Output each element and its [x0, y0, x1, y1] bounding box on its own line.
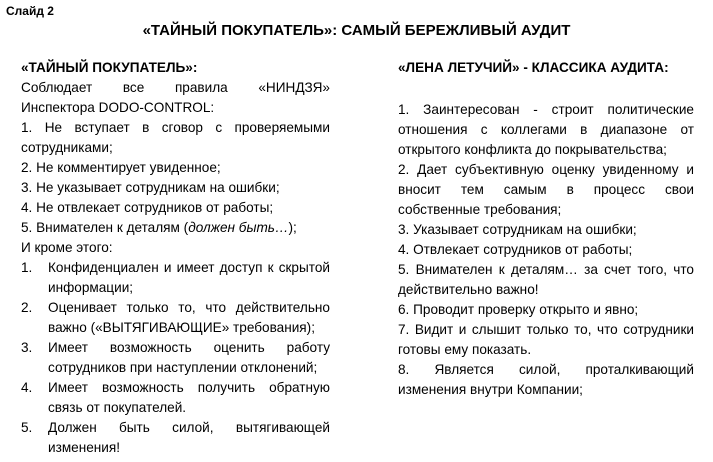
classic-audit-item: 7. Видит и слышит только то, что сотрудники готовы ему показать.	[398, 322, 694, 357]
rule5-text: 5. Внимателен к деталям (	[21, 220, 189, 235]
intro-word: правила	[174, 80, 228, 95]
slide-number-label: Слайд 2	[6, 4, 54, 18]
item-number: 4.	[21, 380, 33, 395]
extra-quality-item	[21, 258, 330, 298]
rule5-end: );	[288, 220, 297, 235]
classic-audit-item: 8. Является силой, проталкивающий изменения внутри Компании;	[398, 362, 694, 397]
right-column-heading: «ЛЕНА ЛЕТУЧИЙ» - КЛАССИКА АУДИТА:	[398, 60, 669, 75]
ninja-rule-item: 1. Не вступает в сговор с проверяемыми сотрудниками;	[21, 120, 330, 155]
intro-word: «НИНДЗЯ»	[258, 80, 330, 95]
item-text: Конфиденциален и имеет доступ к скрытой информации;	[48, 260, 330, 295]
extra-quality-item	[21, 338, 330, 378]
also-label: И кроме этого:	[21, 240, 113, 255]
ninja-rule-item: 4. Не отвлекает сотрудников от работы;	[21, 200, 274, 215]
item-text: Имеет возможность оценить работу сотрудников при наступлении отклонений;	[48, 340, 330, 375]
ninja-rule-item	[21, 218, 330, 238]
item-text: Оценивает только то, что действительно важно («ВЫТЯГИВАЮЩИЕ» требования);	[48, 300, 330, 335]
rule5-italic: должен быть…	[188, 220, 289, 235]
intro-word: Соблюдает	[21, 80, 93, 95]
ninja-rules-list	[21, 118, 330, 238]
item-number: 1.	[21, 260, 33, 275]
extra-quality-item	[21, 378, 330, 418]
extra-qualities-list	[21, 258, 330, 458]
left-intro	[21, 78, 330, 118]
classic-audit-item: 5. Внимателен к деталям… за счет того, что действительно важно!	[398, 262, 694, 297]
classic-audit-item: 6. Проводит проверку открыто и явно;	[398, 302, 639, 317]
right-column-classic-audit	[398, 58, 694, 400]
item-number: 2.	[21, 300, 33, 315]
classic-audit-item: 2. Дает субъективную оценку увиденному и вносит тем самым в процесс свои собственные требования;	[398, 162, 694, 217]
classic-audit-item: 4. Отвлекает сотрудников от работы;	[398, 242, 633, 257]
item-number: 5.	[21, 420, 33, 435]
item-text: Должен быть силой, вытягивающей изменения!	[48, 420, 330, 455]
extra-quality-item	[21, 298, 330, 338]
intro-word: все	[122, 80, 145, 95]
slide-title: «ТАЙНЫЙ ПОКУПАТЕЛЬ»: САМЫЙ БЕРЕЖЛИВЫЙ АУДИТ	[142, 22, 571, 39]
left-column-secret-shopper	[21, 58, 330, 458]
classic-audit-item: 1. Заинтересован - строит политические отношения с коллегами в диапазоне от открытого конфликта до покрывательства;	[398, 102, 694, 157]
ninja-rule-item: 3. Не указывает сотрудникам на ошибки;	[21, 180, 280, 195]
left-intro-line-1	[21, 78, 330, 98]
classic-audit-item: 3. Указывает сотрудникам на ошибки;	[398, 222, 637, 237]
extra-quality-item	[21, 418, 330, 458]
item-text: Имеет возможность получить обратную связь от покупателей.	[48, 380, 330, 415]
item-number: 3.	[21, 340, 33, 355]
left-intro-line-2: Инспектора DODO-CONTROL:	[21, 100, 215, 115]
left-column-heading: «ТАЙНЫЙ ПОКУПАТЕЛЬ»:	[21, 60, 198, 75]
classic-audit-list	[398, 100, 694, 400]
ninja-rule-item: 2. Не комментирует увиденное;	[21, 160, 221, 175]
